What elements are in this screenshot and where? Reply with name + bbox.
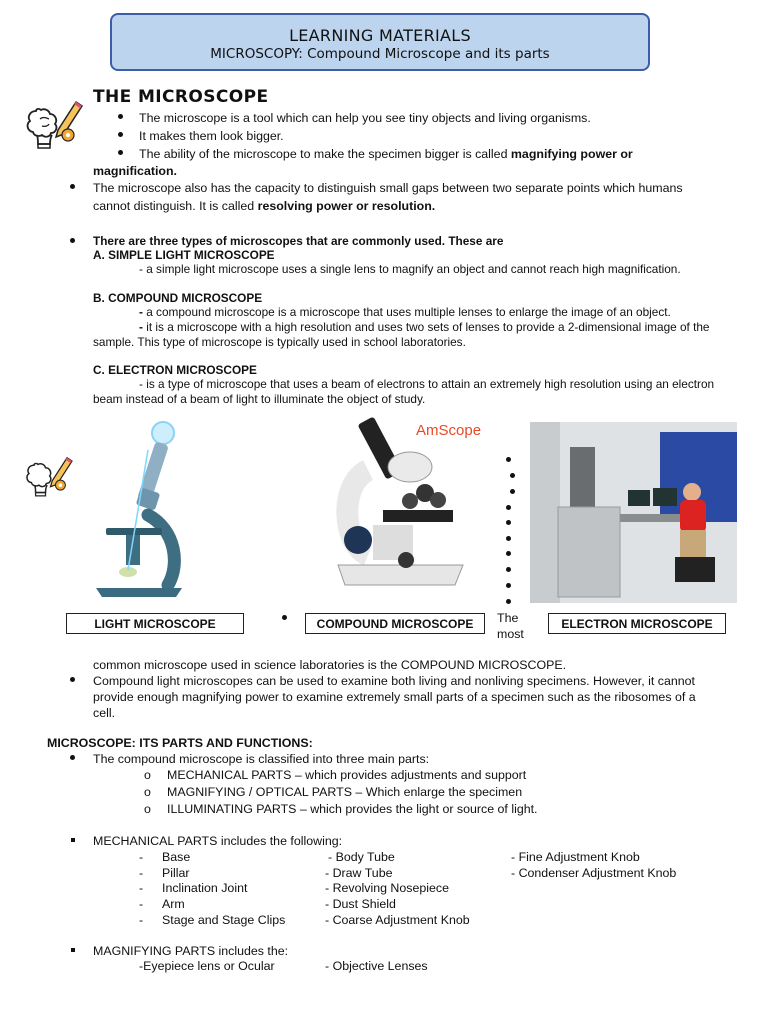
paragraph: The microscope is a tool which can help you see tiny objects and living organisms. <box>139 111 591 125</box>
bullet <box>510 473 515 478</box>
type-heading: A. SIMPLE LIGHT MICROSCOPE <box>93 248 275 262</box>
section-heading-microscope: THE MICROSCOPE <box>93 87 269 107</box>
list-marker: - <box>139 866 144 880</box>
list-marker: o <box>144 802 151 816</box>
electron-microscope-image <box>530 422 737 603</box>
list-item: - Coarse Adjustment Knob <box>325 913 470 927</box>
bullet <box>118 132 123 137</box>
paragraph: The microscope also has the capacity to distinguish small gaps between two separate points which humans <box>93 181 683 195</box>
paragraph: - a simple light microscope uses a single lens to magnify an object and cannot reach high magnification. <box>139 262 681 276</box>
bullet <box>506 551 511 556</box>
bullet <box>510 489 515 494</box>
paragraph: magnification. <box>93 164 177 178</box>
list-marker: - <box>139 897 144 911</box>
bullet <box>506 536 511 541</box>
type-heading: C. ELECTRON MICROSCOPE <box>93 363 257 377</box>
paragraph: beam instead of a beam of light to illuminate the object of study. <box>93 392 426 406</box>
list-item: - Fine Adjustment Knob <box>511 850 640 864</box>
compound-microscope-image <box>298 415 493 603</box>
list-item: -Eyepiece lens or Ocular <box>139 959 275 973</box>
bullet <box>506 457 511 462</box>
bullet <box>70 238 75 243</box>
paragraph: common microscope used in science laboratories is the COMPOUND MICROSCOPE. <box>93 658 567 672</box>
paragraph: The ability of the microscope to make the specimen bigger is called magnifying power or <box>139 147 633 161</box>
paragraph: cell. <box>93 706 116 720</box>
list-item: Inclination Joint <box>162 881 248 895</box>
list-marker: o <box>144 768 151 782</box>
paragraph: It makes them look bigger. <box>139 129 284 143</box>
list-marker: - <box>139 881 144 895</box>
section-heading-parts: MICROSCOPE: ITS PARTS AND FUNCTIONS: <box>47 736 313 750</box>
paragraph: - it is a microscope with a high resolution and uses two sets of lenses to provide a 2-dimensional image of the <box>139 320 710 334</box>
list-item: Pillar <box>162 866 190 880</box>
list-item: MAGNIFYING / OPTICAL PARTS – Which enlarge the specimen <box>167 785 523 799</box>
title-banner <box>110 13 650 71</box>
paragraph: most <box>497 627 524 641</box>
paragraph: - is a type of microscope that uses a beam of electrons to attain an extremely high resolution using an electron <box>139 377 715 391</box>
list-marker: - <box>139 850 144 864</box>
paragraph: cannot distinguish. It is called resolving power or resolution. <box>93 199 436 213</box>
light-microscope-label: LIGHT MICROSCOPE <box>66 613 244 634</box>
bullet <box>282 615 287 620</box>
brain-lightbulb-pencil-icon <box>22 95 84 153</box>
bullet <box>70 677 75 682</box>
paragraph: sample. This type of microscope is typically used in school laboratories. <box>93 335 466 349</box>
list-marker: o <box>144 785 151 799</box>
list-item: - Dust Shield <box>325 897 396 911</box>
electron-microscope-label: ELECTRON MICROSCOPE <box>548 613 726 634</box>
compound-microscope-label: COMPOUND MICROSCOPE <box>305 613 485 634</box>
list-item: - Body Tube <box>328 850 395 864</box>
bullet <box>506 567 511 572</box>
type-heading: B. COMPOUND MICROSCOPE <box>93 291 263 305</box>
paragraph: The compound microscope is classified into three main parts: <box>93 752 430 766</box>
list-item: - Revolving Nosepiece <box>325 881 449 895</box>
document-subtitle: MICROSCOPY: Compound Microscope and its parts <box>210 46 550 62</box>
list-item: Base <box>162 850 191 864</box>
square-bullet <box>71 948 75 952</box>
bullet <box>506 599 511 604</box>
bullet <box>70 184 75 189</box>
bullet <box>70 755 75 760</box>
list-item: ILLUMINATING PARTS – which provides the light or source of light. <box>167 802 538 816</box>
list-item: - Draw Tube <box>325 866 393 880</box>
paragraph: MAGNIFYING PARTS includes the: <box>93 944 289 958</box>
bullet <box>506 583 511 588</box>
document-title: LEARNING MATERIALS <box>289 26 471 45</box>
list-item: - Condenser Adjustment Knob <box>511 866 677 880</box>
paragraph: The <box>497 611 519 625</box>
list-item: MECHANICAL PARTS – which provides adjustments and support <box>167 768 527 782</box>
paragraph: - a compound microscope is a microscope that uses multiple lenses to enlarge the image of an object. <box>139 305 671 319</box>
bullet <box>118 150 123 155</box>
paragraph: MECHANICAL PARTS includes the following: <box>93 834 343 848</box>
paragraph: Compound light microscopes can be used to examine both living and nonliving specimens. However, it cannot <box>93 674 695 688</box>
bullet <box>506 505 511 510</box>
bullet <box>506 520 511 525</box>
brain-lightbulb-pencil-icon <box>22 452 74 500</box>
square-bullet <box>71 838 75 842</box>
amscope-logo: AmScope <box>416 422 482 439</box>
list-marker: - <box>139 913 144 927</box>
light-microscope-image <box>88 420 193 598</box>
paragraph: provide enough magnifying power to examine extremely small parts of a specimen such as the ribosomes of a <box>93 690 696 704</box>
list-item: Stage and Stage Clips <box>162 913 286 927</box>
list-item: - Objective Lenses <box>325 959 428 973</box>
bullet <box>118 114 123 119</box>
list-item: Arm <box>162 897 185 911</box>
paragraph: There are three types of microscopes that are commonly used. These are <box>93 234 504 248</box>
